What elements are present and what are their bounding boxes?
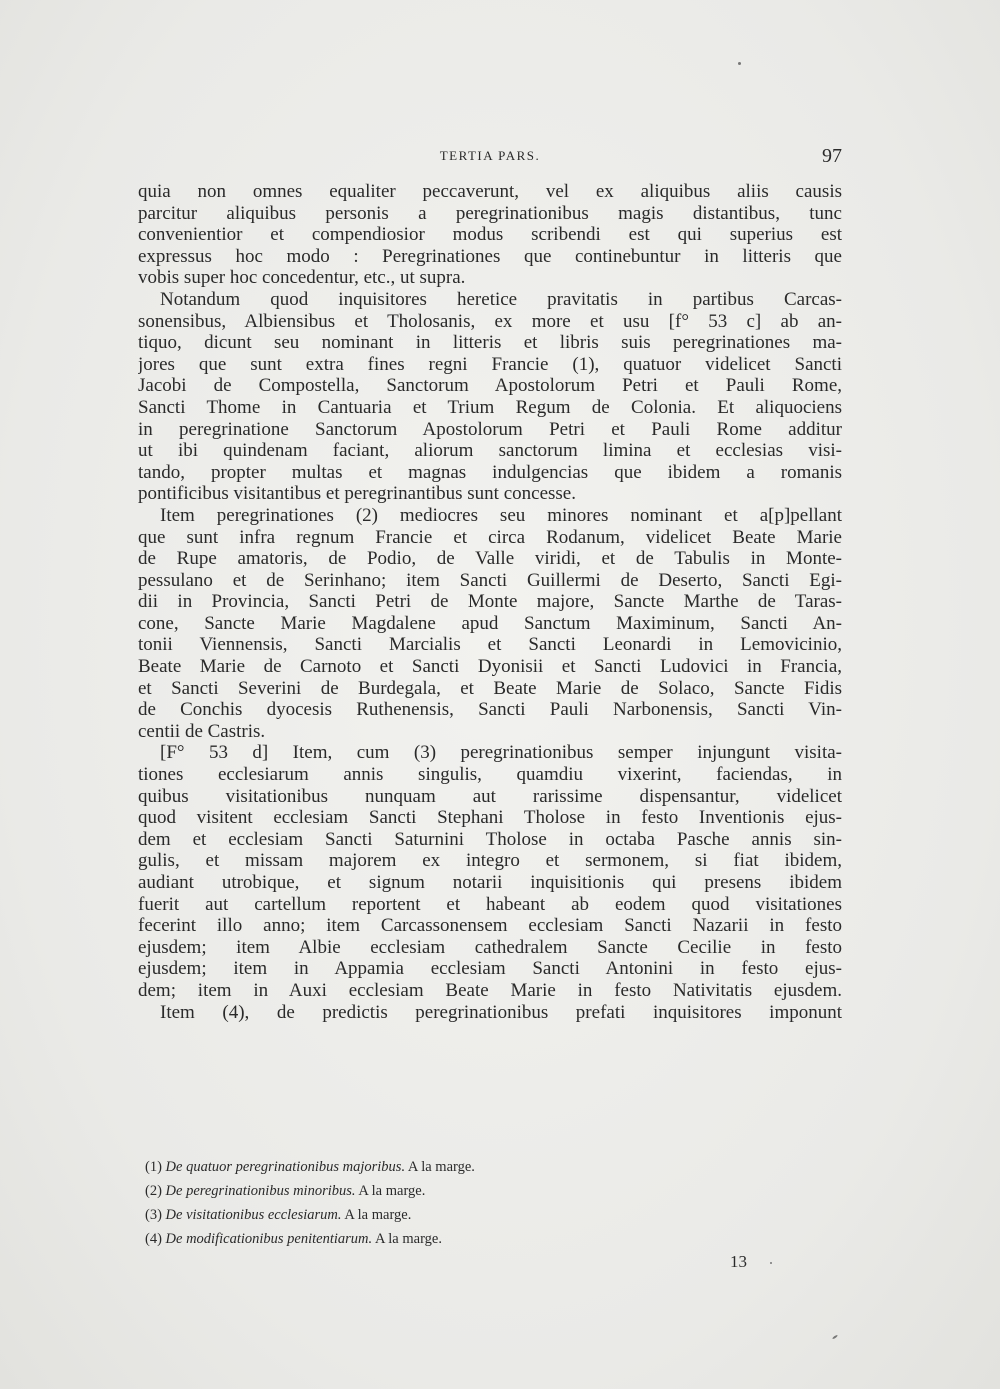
text-line: Item (4), de predictis peregrinationibus prefati inquisitores imponunt xyxy=(160,1001,842,1023)
text-line: sonensibus, Albiensibus et Tholosanis, ex more et usu [f° 53 c] ab an- xyxy=(138,310,842,332)
footnote-text: A la marge. xyxy=(344,1207,412,1223)
text-line: dii in Provincia, Sancti Petri de Monte majore, Sancte Marthe de Taras- xyxy=(138,591,842,613)
body-text xyxy=(138,181,842,1023)
text-line: de Conchis dyocesis Ruthenensis, Sancti Pauli Narbonensis, Sancti Vin- xyxy=(138,699,842,721)
text-line: audiant utrobique, et signum notarii inquisitionis qui presens ibidem xyxy=(138,872,842,893)
signature-mark: 13 xyxy=(730,1252,747,1271)
text-line: [F° 53 d] Item, cum (3) peregrinationibus semper injungunt visita- xyxy=(160,742,842,764)
text-line: tando, propter multas et magnas indulgencias que ibidem a romanis xyxy=(138,461,842,483)
footnote-title: De modificationibus penitentiarum. xyxy=(165,1231,373,1247)
text-line: Beate Marie de Carnoto et Sancti Dyonisii et Sancti Ludovici in Francia, xyxy=(138,656,842,678)
text-line: Notandum quod inquisitores heretice pravitatis in partibus Carcas- xyxy=(160,288,842,310)
text-line: quibus visitationibus nunquam aut rarissime dispensantur, videlicet xyxy=(138,785,842,807)
text-line: de Rupe amatoris, de Podio, de Valle viridi, et de Tabulis in Monte- xyxy=(138,548,842,570)
footnote-text: A la marge. xyxy=(358,1183,426,1199)
footnote-number: (3) xyxy=(145,1207,162,1223)
paper-speck xyxy=(738,62,741,65)
footnote xyxy=(145,1155,745,1179)
paper-speck xyxy=(770,1262,772,1264)
text-line: ejusdem; item in Appamia ecclesiam Sancti Antonini in festo ejus- xyxy=(138,958,842,980)
footnotes xyxy=(145,1155,745,1251)
text-line: expressus hoc modo : Peregrinationes que continebuntur in litteris que xyxy=(138,245,842,267)
text-line: pessulano et de Serinhano; item Sancti Guillermi de Deserto, Sancti Egi- xyxy=(138,569,842,591)
text-line: quod visitent ecclesiam Sancti Stephani Tholose in festo Inventionis ejus- xyxy=(138,807,842,829)
text-line: ut ibi quindenam faciant, aliorum sanctorum limina et ecclesias visi- xyxy=(138,440,842,462)
footnote-number: (4) xyxy=(145,1231,162,1247)
text-line: gulis, et missam majorem ex integro et sermonem, si fiat ibidem, xyxy=(138,850,842,872)
text-line: Item peregrinationes (2) mediocres seu minores nominant et a[p]pellant xyxy=(160,504,842,526)
footnote xyxy=(145,1179,745,1203)
footnote xyxy=(145,1203,745,1227)
footnote xyxy=(145,1227,745,1251)
text-line: vobis super hoc concedentur, etc., ut supra. xyxy=(138,267,466,289)
footnote-title: De quatuor peregrinationibus majoribus. xyxy=(165,1159,406,1175)
page-number: 97 xyxy=(822,145,842,167)
text-line: jores que sunt extra fines regni Francie (1), quatuor videlicet Sancti xyxy=(138,353,842,375)
text-line: centii de Castris. xyxy=(138,720,266,742)
text-line: tiquo, dicunt seu nominant in litteris et libris suis peregrinationes ma- xyxy=(138,332,842,354)
footnote-title: De peregrinationibus minoribus. xyxy=(165,1183,356,1199)
text-line: parcitur aliquibus personis a peregrinationibus magis distantibus, tunc xyxy=(138,202,842,224)
text-line: tonii Viennensis, Sancti Marcialis et Sancti Leonardi in Lemovicinio, xyxy=(138,634,842,656)
text-line: Jacobi de Compostella, Sanctorum Apostolorum Petri et Pauli Rome, xyxy=(138,375,842,397)
text-line: convenientior et compendiosior modus scribendi est qui superius est xyxy=(138,224,842,246)
footnote-text: A la marge. xyxy=(407,1159,475,1175)
paper-speck xyxy=(832,1334,838,1339)
text-line: et Sancti Severini de Burdegala, et Beate Marie de Solaco, Sancte Fidis xyxy=(138,677,842,699)
text-line: pontificibus visitantibus et peregrinantibus sunt concesse. xyxy=(138,483,576,505)
text-line: que sunt infra regnum Francie et circa Rodanum, videlicet Beate Marie xyxy=(138,526,842,548)
text-line: ejusdem; item Albie ecclesiam cathedralem Sancte Cecilie in festo xyxy=(138,936,842,958)
footnote-number: (2) xyxy=(145,1183,162,1199)
text-line: cone, Sancte Marie Magdalene apud Sanctum Maximinum, Sancti An- xyxy=(138,612,842,634)
footnote-text: A la marge. xyxy=(374,1231,442,1247)
footnote-number: (1) xyxy=(145,1159,162,1175)
text-line: fuerit aut cartellum reportent et habeant ab eodem quod visitationes xyxy=(138,893,842,915)
text-line: tiones ecclesiarum annis singulis, quamdiu vixerint, faciendas, in xyxy=(138,764,842,786)
text-line: Sancti Thome in Cantuaria et Trium Regum de Colonia. Et aliquociens xyxy=(138,396,842,418)
text-line: fecerint illo anno; item Carcassonensem ecclesiam Sancti Nazarii in festo xyxy=(138,915,842,937)
text-line: dem; item in Auxi ecclesiam Beate Marie in festo Nativitatis ejusdem. xyxy=(138,979,842,1001)
text-line: in peregrinatione Sanctorum Apostolorum Petri et Pauli Rome additur xyxy=(138,418,842,440)
text-line: dem et ecclesiam Sancti Saturnini Tholose in octaba Pasche annis sin- xyxy=(138,828,842,850)
text-line: quia non omnes equaliter peccaverunt, vel ex aliquibus aliis causis xyxy=(138,181,842,202)
page-header xyxy=(138,145,842,169)
footnote-title: De visitationibus ecclesiarum. xyxy=(165,1207,342,1223)
running-head: TERTIA PARS. xyxy=(439,148,541,163)
